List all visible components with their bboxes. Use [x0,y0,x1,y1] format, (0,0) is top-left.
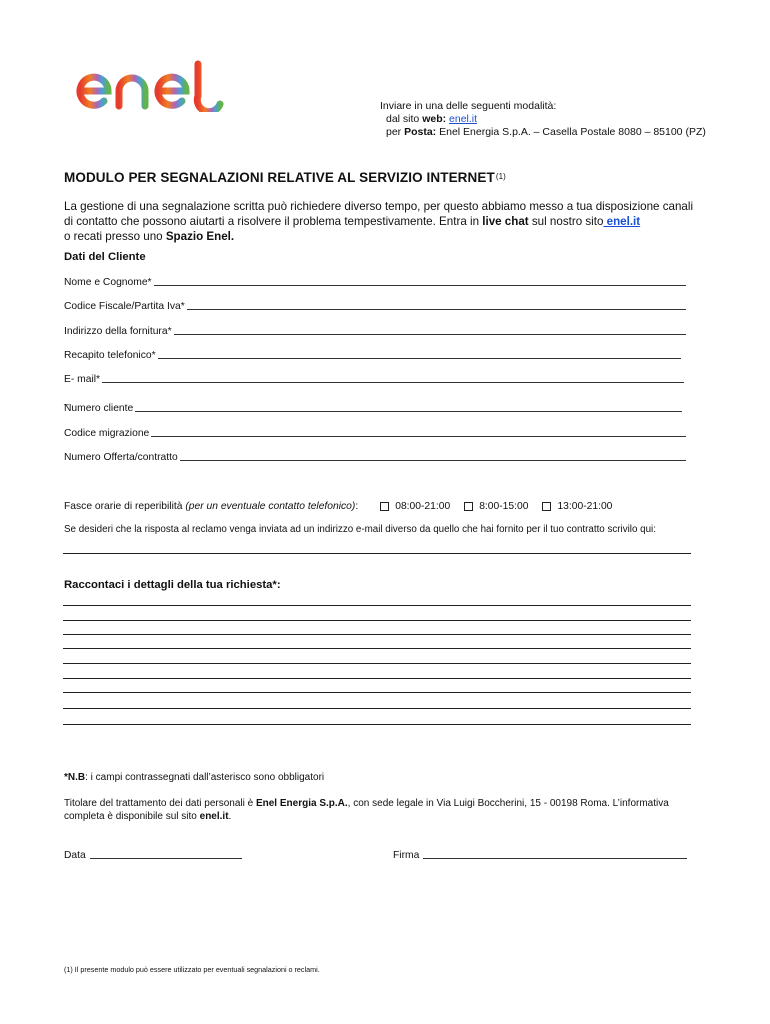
enel-logo [74,58,230,112]
tax-code-input-line[interactable] [187,308,686,310]
site-link[interactable]: enel.it [603,215,641,228]
details-section-title: Raccontaci i dettagli della tua richiesta*: [64,579,281,591]
address-input-line[interactable] [174,333,686,335]
phone-field[interactable]: Recapito telefonico* [64,350,681,361]
name-field[interactable]: Nome e Cognome* [64,277,686,288]
client-number-field[interactable]: Numero cliente [64,403,682,414]
sending-methods-intro: Inviare in una delle seguenti modalità: [380,100,557,112]
phone-input-line[interactable] [158,357,681,359]
migration-code-input-line[interactable] [151,435,686,437]
alt-email-note: Se desideri che la risposta al reclamo venga inviata ad un indirizzo e-mail diverso da quello che hai fornito per il tuo contratto scrivilo qui: [64,524,656,535]
intro-paragraph: La gestione di una segnalazione scritta può richiedere diverso tempo, per questo abbiamo messo a tua disposizione canali di contatto che possono aiutarti a risolvere il problema tempestivamente. Entra in live chat sul nostro sito enel.it o recati presso uno Spazio Enel. [64,200,694,243]
form-title: MODULO PER SEGNALAZIONI RELATIVE AL SERVIZIO INTERNET$^{(1)}$ [64,170,506,185]
details-line[interactable] [63,663,691,664]
name-input-line[interactable] [154,284,686,286]
slot-checkbox[interactable] [464,502,473,511]
alt-email-input-line[interactable] [63,553,691,554]
stray-mark: _ [64,395,70,405]
offer-number-input-line[interactable] [180,459,686,461]
offer-number-field[interactable]: Numero Offerta/contratto [64,452,686,463]
details-line[interactable] [63,692,691,693]
details-line[interactable] [63,605,691,606]
signature-field[interactable]: Firma [393,850,687,861]
web-link[interactable]: enel.it [449,113,478,125]
client-number-input-line[interactable] [135,410,682,412]
details-line[interactable] [63,648,691,649]
migration-code-field[interactable]: Codice migrazione [64,428,686,439]
client-section-title: Dati del Cliente [64,251,146,263]
sending-web-line: dal sito web: enel.it [386,113,478,125]
details-line[interactable] [63,708,691,709]
details-line[interactable] [63,724,691,725]
date-field[interactable]: Data [64,850,242,861]
details-line[interactable] [63,678,691,679]
slot-checkbox[interactable] [380,502,389,511]
footnote: (1) Il presente modulo può essere utilizzato per eventuali segnalazioni o reclami. [64,965,320,974]
details-line[interactable] [63,634,691,635]
privacy-notice: Titolare del trattamento dei dati personali è Enel Energia S.p.A., con sede legale in Via Luigi Boccherini, 15 - 00198 Roma. L’informativa completa è disponibile sul sito enel.it. [64,798,669,822]
address-field[interactable]: Indirizzo della fornitura* [64,326,686,337]
slot-option-13-21[interactable]: 13:00-21:00 [542,501,612,512]
spazio-enel-label: Spazio Enel. [165,230,235,243]
live-chat-label: live chat [482,215,529,228]
details-line[interactable] [63,620,691,621]
slot-checkbox[interactable] [542,502,551,511]
required-fields-note: *N.B: i campi contrassegnati dall’asterisco sono obbligatori [64,772,325,783]
footnote-ref: (1) [495,172,506,181]
tax-code-field[interactable]: Codice Fiscale/Partita Iva* [64,301,686,312]
signature-input-line[interactable] [423,857,687,859]
slot-option-08-15[interactable]: 8:00-15:00 [464,501,528,512]
slot-option-08-21[interactable]: 08:00-21:00 [380,501,450,512]
availability-slots [64,501,612,512]
date-input-line[interactable] [90,857,242,859]
sending-post-line: per Posta: Enel Energia S.p.A. – Casella Postale 8080 – 85100 (PZ) [386,126,706,138]
email-field[interactable]: E- mail* [64,374,684,385]
email-input-line[interactable] [102,381,684,383]
sending-methods [380,100,706,139]
availability-label: Fasce orarie di reperibilità (per un eventuale contatto telefonico): [64,501,359,512]
